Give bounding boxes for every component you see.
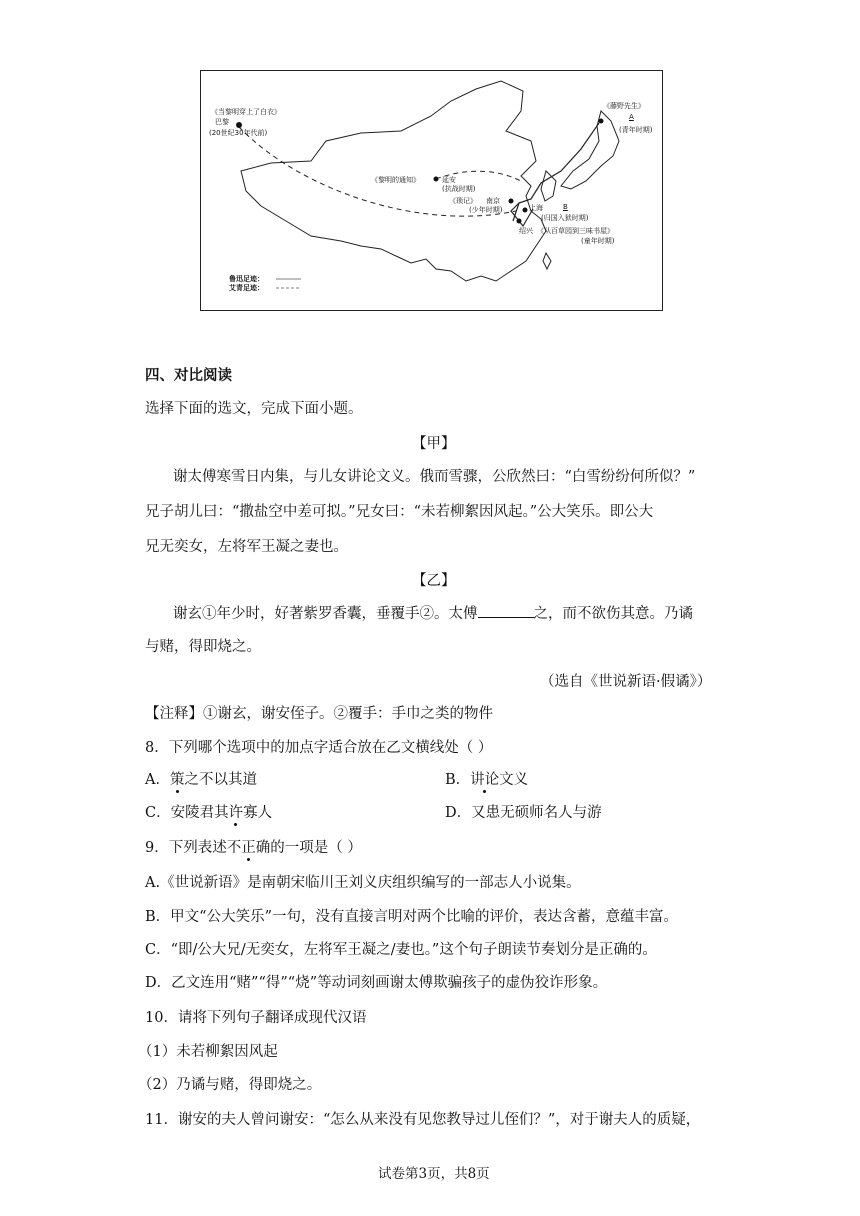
yi-line-1-b: 之，而不欲伤其意。乃谲 [533, 606, 693, 622]
q9-option-d: D．乙文连用“赌”“得”“烧”等动词刻画谢太傅欺骗孩子的虚伪狡诈形象。 [145, 975, 608, 991]
map-label-fujino: 《藤野先生》 [603, 102, 645, 110]
map-label-dawn: 《黎明的通知》 [371, 176, 420, 184]
q10-sentence-1: （1）未若柳絮因风起 [138, 1044, 278, 1060]
source: （选自《世说新语·假谲》） [540, 674, 712, 690]
yi-line-2: 与赌，得即烧之。 [145, 639, 261, 655]
q8-stem: 8．下列哪个选项中的加点字适合放在乙文横线处（ ） [145, 740, 493, 756]
map-label-yanan: 延安 [442, 176, 456, 184]
map-label-shanghai: 上海 [529, 204, 543, 212]
map-label-notes: 《琐记》 [449, 197, 477, 205]
map-label-paris-time: (20世纪30年代前) [209, 129, 268, 137]
q8-option-c [145, 803, 272, 823]
legend-aiqing-label: 艾青足迹： [229, 284, 264, 292]
map-label-nanjing-time: (少年时期) [469, 206, 503, 214]
q9-stem-rest: 的一项是（ ） [270, 840, 362, 856]
q9-option-a: A.《世说新语》是南朝宋临川王刘义庆组织编写的一部志人小说集。 [145, 875, 581, 891]
map-label-shanghai-time: (归国入狱时期) [541, 214, 589, 222]
q8-c-rest: 寡人 [243, 805, 273, 821]
sendai-dot [599, 119, 604, 124]
q11-stem: 11．谢安的夫人曾问谢安：“怎么从来没有见您教导过儿侄们？”，对于谢夫人的质疑， [145, 1112, 701, 1128]
q8-option-b [445, 770, 528, 790]
q8-a-dotted: 策 [169, 772, 185, 788]
q8-c-dotted: 许 [228, 805, 244, 821]
shaoxing-dot [517, 219, 522, 224]
q8-option-d: D．又患无硕师名人与游 [445, 805, 602, 821]
shanghai-dot [523, 208, 528, 213]
jia-label: 【甲】 [412, 436, 456, 452]
legend-luxun-label: 鲁迅足迹： [229, 275, 264, 283]
section-title: 四、对比阅读 [145, 367, 232, 384]
map-label-fujino-time: (青年时期) [619, 126, 653, 134]
map-label-garden: 《从百草园到三味书屋》 [537, 227, 614, 235]
q8-b-rest: 文义 [499, 772, 529, 788]
q10-stem: 10．请将下列句子翻译成现代汉语 [145, 1010, 367, 1026]
q10-sentence-2: （2）乃谲与赌，得即烧之。 [138, 1077, 322, 1093]
map-label-paris: 巴黎 [215, 118, 229, 126]
map-label-fujino-a: A [629, 113, 634, 121]
q9-option-b: B．甲文“公大笑乐”一句，没有直接言明对两个比喻的评价，表达含蓄，意蕴丰富。 [145, 909, 678, 925]
jia-line-1: 谢太傅寒雪日内集，与儿女讲论文义。俄而雪骤，公欣然曰：“白雪纷纷何所似？” [173, 469, 696, 485]
map-label-shaoxing: 绍兴 [519, 227, 533, 235]
japan-outline [561, 111, 619, 189]
page-footer: 试卷第3页，共8页 [378, 1166, 490, 1182]
q9-option-c: C．“即/公大兄/无奕女，左将军王凝之/妻也。”这个句子朗读节奏划分是正确的。 [145, 942, 657, 958]
section-instruction: 选择下面的选文，完成下面小题。 [145, 401, 363, 417]
q8-c-prefix: C．安陵君其 [145, 805, 229, 821]
map-label-yanan-time: (抗战时期) [442, 185, 476, 193]
q8-b-prefix: B． [445, 772, 471, 788]
taiwan-outline [543, 253, 551, 269]
q8-option-a [145, 770, 257, 790]
yi-label: 【乙】 [412, 573, 456, 589]
fill-blank [478, 603, 534, 618]
map-label-nanjing: 南京 [486, 197, 500, 205]
jia-line-3: 兄无奕女，左将军王凝之妻也。 [145, 539, 348, 555]
q9-stem-dotted: 不正确 [226, 840, 271, 856]
note: 【注释】①谢玄，谢安侄子。②覆手：手巾之类的物件 [145, 706, 493, 722]
luxun-route [513, 123, 599, 221]
map-figure [200, 70, 663, 311]
map-label-paris-work: 《当黎明穿上了白衣》 [211, 108, 281, 116]
yanan-dot [434, 177, 439, 182]
q8-a-prefix: A． [145, 772, 170, 788]
nanjing-dot [509, 199, 514, 204]
q9-stem-prefix: 9．下列表述 [145, 840, 227, 856]
yi-line-1 [173, 603, 693, 624]
yi-line-1-a: 谢玄①年少时，好著紫罗香囊，垂覆手②。太傅 [173, 606, 478, 622]
q8-b-dotted: 讲论 [470, 772, 500, 788]
jia-line-2: 兄子胡儿曰：“撒盐空中差可拟。”兄女曰：“未若柳絮因风起。”公大笑乐。即公大 [145, 504, 654, 520]
q9-stem [145, 838, 362, 858]
map-label-garden-time: (童年时期) [581, 237, 615, 245]
q8-a-rest: 之不以其道 [184, 772, 257, 788]
map-label-shanghai-b: B [563, 203, 568, 211]
